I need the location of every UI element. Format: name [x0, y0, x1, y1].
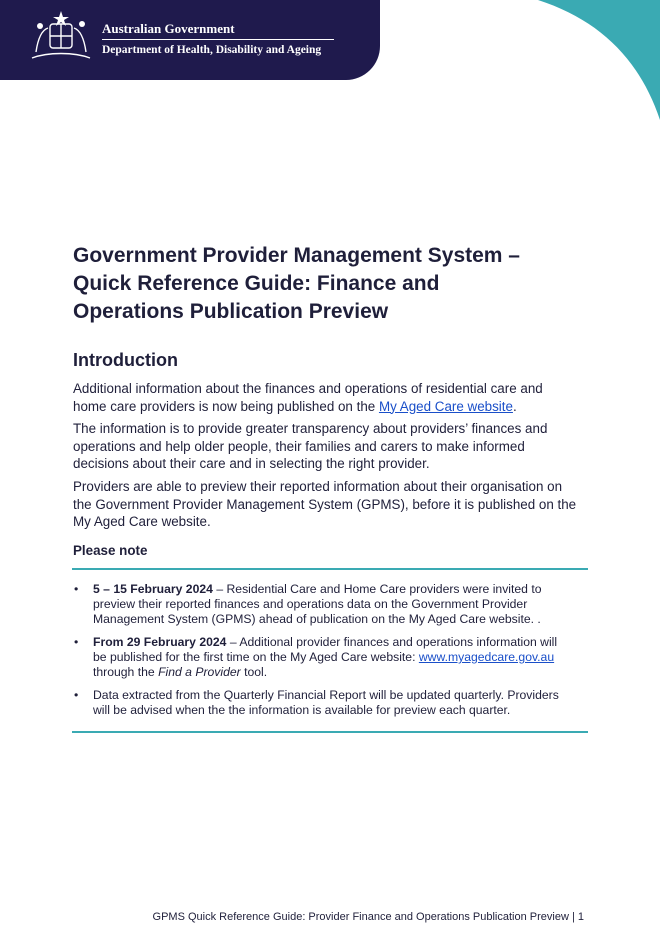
coat-of-arms-icon [28, 8, 94, 64]
paragraph-line: My Aged Care website. [73, 514, 211, 529]
bullet-line: will be advised when the the information is available for preview each quarter. [93, 703, 511, 717]
title-line: Government Provider Management System – [73, 244, 520, 267]
page-footer: GPMS Quick Reference Guide: Provider Finance and Operations Publication Preview | 1 [152, 911, 584, 923]
list-item [73, 582, 588, 627]
please-note-heading: Please note [73, 543, 148, 558]
intro-paragraph-2 [73, 420, 593, 473]
paragraph-line: the Government Provider Management System (GPMS), before it is published on the [73, 496, 577, 512]
paragraph-line: The information is to provide greater transparency about providers’ finances and [73, 421, 548, 436]
bullet-icon: • [74, 688, 79, 702]
note-bottom-divider [72, 731, 588, 733]
bullet-text: tool. [240, 665, 268, 679]
bullet-text: be published for the first time on the My Aged Care website: [93, 650, 419, 664]
bullet-line [93, 582, 588, 597]
paragraph-line: Providers are able to preview their reported information about their organisation on [73, 479, 563, 494]
department-name: Department of Health, Disability and Ageing [102, 44, 322, 56]
note-bullet-list [73, 582, 588, 726]
myagedcare-url-link[interactable]: www.myagedcare.gov.au [418, 650, 555, 664]
bullet-line [93, 635, 588, 650]
paragraph-line: operations and help older people, their families and carers to make informed [73, 438, 525, 454]
paragraph-line [73, 398, 593, 416]
bullet-text: – Residential Care and Home Care providers were invited to [212, 582, 542, 596]
bullet-icon: • [74, 582, 79, 596]
my-aged-care-website-link[interactable]: My Aged Care website [378, 398, 513, 414]
bullet-line [93, 650, 588, 665]
bullet-line: Data extracted from the Quarterly Financial Report will be updated quarterly. Providers [93, 688, 559, 702]
intro-paragraph-3 [73, 478, 593, 531]
bullet-text: – Additional provider finances and operations information will [226, 635, 558, 649]
bullet-line: preview their reported finances and operations data on the Government Provider [93, 597, 528, 611]
list-item [73, 635, 588, 680]
page-title [73, 242, 593, 326]
bullet-date: 5 – 15 February 2024 [93, 582, 213, 596]
find-a-provider-tool-name: Find a Provider [158, 665, 241, 679]
paragraph-line: Additional information about the finances and operations of residential care and [73, 381, 543, 396]
paragraph-text: home care providers is now being published on the [73, 398, 379, 414]
bullet-line: Management System (GPMS) ahead of publication on the My Aged Care website. . [93, 612, 541, 626]
intro-paragraph-1 [73, 380, 593, 415]
paragraph-text: . [512, 398, 517, 414]
list-item [73, 688, 588, 718]
paragraph-line: decisions about their care and in selecting the right provider. [73, 456, 430, 471]
government-banner [0, 0, 380, 80]
government-name: Australian Government [102, 21, 235, 36]
bullet-text: through the [93, 665, 159, 679]
bullet-date: From 29 February 2024 [93, 635, 227, 649]
note-top-divider [72, 568, 588, 570]
bullet-line [93, 665, 588, 680]
banner-divider [102, 39, 334, 40]
title-line: Quick Reference Guide: Finance and [73, 272, 440, 295]
bullet-icon: • [74, 635, 79, 649]
introduction-heading: Introduction [73, 350, 178, 370]
title-line: Operations Publication Preview [73, 300, 389, 323]
